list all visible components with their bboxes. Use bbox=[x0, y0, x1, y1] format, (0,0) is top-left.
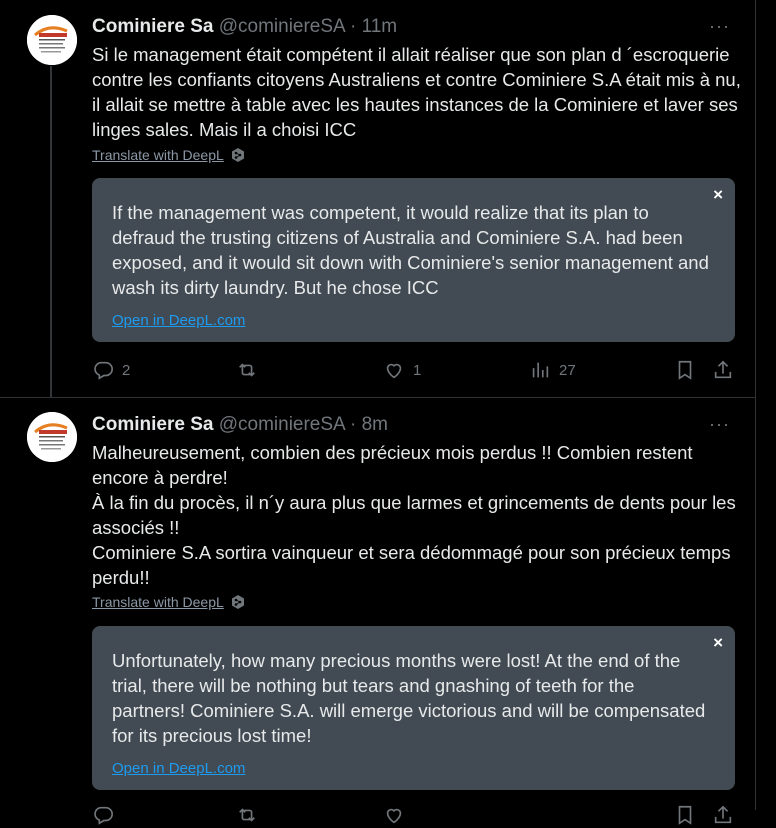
views-icon bbox=[529, 359, 551, 381]
timestamp[interactable]: 11m bbox=[361, 16, 398, 37]
like-button[interactable] bbox=[383, 359, 421, 381]
reply-button[interactable] bbox=[92, 359, 130, 381]
like-button[interactable] bbox=[383, 804, 405, 826]
translation-text: Unfortunately, how many precious months were lost! At the end of the trial, there will be nothing but tears and gnashing of teeth for the partners! Cominiere S.A. will emerge victorious and will be compensated for its precious lost time! bbox=[112, 650, 706, 746]
open-deepl-link[interactable]: Open in DeepL.com bbox=[112, 312, 246, 329]
retweet-icon bbox=[236, 359, 258, 381]
bookmark-button[interactable] bbox=[674, 804, 696, 826]
views-button[interactable] bbox=[529, 359, 576, 381]
tweet-text: Malheureusement, combien des précieux mois perdus !! Combien restent encore à perdre! À la fin du procès, il n´y aura plus que larmes et grincements de dents pour les associés !! Cominiere S.A sortira vainqueur et sera dédommagé pour son précieux temps perdu!! bbox=[92, 442, 736, 588]
tweet-text: Si le management était compétent il allait réaliser que son plan d ´escroquerie contre les confiants citoyens Australiens et contre Cominiere S.A était mis à nu, il allait se mettre à table avec les hautes instances de la Cominiere et laver ses linges sales. Mais il a choisi ICC bbox=[92, 44, 741, 140]
separator-dot: · bbox=[349, 16, 357, 37]
heart-icon bbox=[383, 359, 405, 381]
reply-icon bbox=[92, 804, 114, 826]
open-deepl-link[interactable]: Open in DeepL.com bbox=[112, 760, 246, 777]
tweet-header bbox=[92, 414, 388, 436]
translation-box bbox=[92, 626, 735, 790]
share-button[interactable] bbox=[712, 804, 734, 826]
retweet-button[interactable] bbox=[236, 804, 258, 826]
views-count: 27 bbox=[559, 361, 576, 379]
translation-text: If the management was competent, it would realize that its plan to defraud the trusting citizens of Australia and Cominiere S.A. had been exposed, and it would sit down with Cominiere's senior management and wash its dirty laundry. But he chose ICC bbox=[112, 202, 709, 298]
translation-box bbox=[92, 178, 735, 342]
reply-icon bbox=[92, 359, 114, 381]
close-icon[interactable]: × bbox=[713, 185, 723, 204]
bookmark-icon bbox=[674, 359, 696, 381]
share-button[interactable] bbox=[712, 359, 734, 381]
tweet-actions bbox=[92, 804, 739, 828]
translate-label: Translate with DeepL bbox=[92, 594, 224, 610]
avatar-logo-image bbox=[27, 15, 77, 65]
reply-count: 2 bbox=[122, 361, 131, 379]
retweet-button[interactable] bbox=[236, 359, 266, 381]
close-icon[interactable]: × bbox=[713, 633, 723, 652]
deepl-icon bbox=[230, 594, 246, 610]
avatar-logo-image bbox=[27, 412, 77, 462]
share-icon bbox=[712, 804, 734, 826]
bookmark-icon bbox=[674, 804, 696, 826]
separator-dot: · bbox=[349, 414, 357, 435]
author-handle[interactable]: @cominiereSA bbox=[218, 16, 345, 37]
more-options-icon[interactable]: ··· bbox=[709, 414, 730, 434]
tweet-header bbox=[92, 16, 397, 38]
translate-link[interactable] bbox=[92, 147, 246, 163]
tweet[interactable] bbox=[0, 397, 755, 811]
avatar[interactable] bbox=[27, 15, 77, 65]
tweet[interactable] bbox=[0, 0, 755, 397]
author-handle[interactable]: @cominiereSA bbox=[218, 414, 345, 435]
deepl-icon bbox=[230, 147, 246, 163]
thread-connector bbox=[50, 66, 52, 397]
timeline-border bbox=[755, 0, 756, 810]
translate-link[interactable] bbox=[92, 594, 246, 610]
more-options-icon[interactable]: ··· bbox=[709, 16, 730, 36]
timestamp[interactable]: 8m bbox=[361, 414, 388, 435]
translate-label: Translate with DeepL bbox=[92, 147, 224, 163]
reply-button[interactable] bbox=[92, 804, 114, 826]
author-name[interactable]: Cominiere Sa bbox=[92, 16, 214, 37]
like-count: 1 bbox=[413, 361, 422, 379]
tweet-actions bbox=[92, 359, 739, 383]
avatar[interactable] bbox=[27, 412, 77, 462]
retweet-icon bbox=[236, 804, 258, 826]
heart-icon bbox=[383, 804, 405, 826]
author-name[interactable]: Cominiere Sa bbox=[92, 414, 214, 435]
bookmark-button[interactable] bbox=[674, 359, 696, 381]
share-icon bbox=[712, 359, 734, 381]
